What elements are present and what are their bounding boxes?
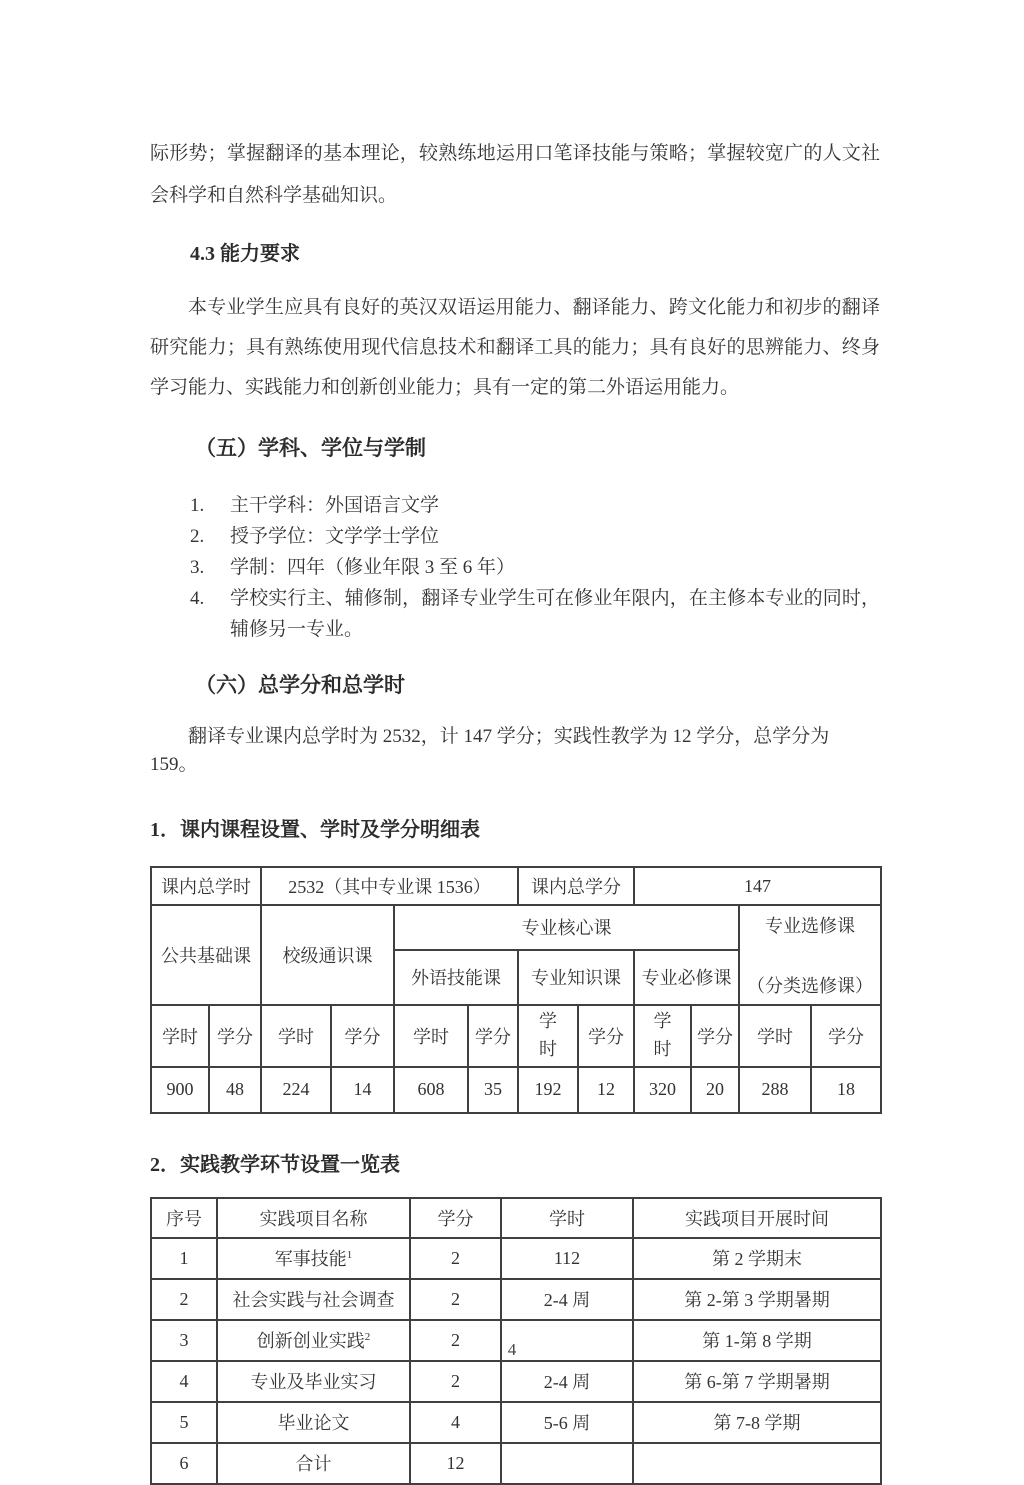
name-cell (217, 1361, 410, 1402)
credits-header-cell: 学分 (811, 1005, 881, 1067)
hours-header-cell: 学时 (739, 1005, 811, 1067)
core-sub-knowledge-cell: 专业知识课 (518, 950, 634, 1005)
credits-cell: 2 (410, 1279, 501, 1320)
hours-header-stacked: 学时 (653, 1011, 672, 1059)
table1-title: 1．课内课程设置、学时及学分明细表 (150, 819, 480, 841)
group-school-general-cell: 校级通识课 (261, 905, 394, 1005)
time-cell: 第 1-第 8 学期 (633, 1320, 881, 1361)
list-item (150, 490, 880, 521)
page-number: 4 (507, 1340, 517, 1359)
total-credits-label-cell: 课内总学分 (518, 867, 634, 905)
value-cell: 18 (811, 1067, 881, 1113)
value-cell: 12 (578, 1067, 634, 1113)
hours-cell: 112 (501, 1238, 633, 1279)
total-hours-value-cell: 2532（其中专业课 1536） (261, 867, 518, 905)
value-cell: 224 (261, 1067, 331, 1113)
table-row (151, 1238, 881, 1279)
list-item (150, 521, 880, 552)
hours-cell: 2-4 周 (501, 1279, 633, 1320)
time-cell: 第 2-第 3 学期暑期 (633, 1279, 881, 1320)
credits-cell: 2 (410, 1320, 501, 1361)
hours-header-cell (518, 1005, 578, 1067)
course-hours-credits-table (150, 866, 882, 1114)
heading-4-3: 4.3 能力要求 (190, 243, 300, 265)
time-cell: 第 6-第 7 学期暑期 (633, 1361, 881, 1402)
header-time-cell: 实践项目开展时间 (633, 1198, 881, 1238)
list-item-number: 1. (190, 495, 205, 516)
footnote-superscript: 1 (346, 1249, 353, 1262)
list-item-text: 学校实行主、辅修制，翻译专业学生可在修业年限内，在主修本专业的同时，辅修另一专业。 (230, 588, 880, 640)
credits-cell: 2 (410, 1238, 501, 1279)
name-cell (217, 1279, 410, 1320)
project-name: 毕业论文 (277, 1413, 350, 1434)
footnote-superscript: 2 (364, 1331, 371, 1344)
total-credits-value-cell: 147 (634, 867, 881, 905)
project-name: 军事技能 (274, 1249, 347, 1270)
hours-header-cell (634, 1005, 691, 1067)
core-sub-language-skills-cell: 外语技能课 (394, 950, 518, 1005)
table-row (151, 905, 881, 950)
credits-cell: 12 (410, 1443, 501, 1484)
value-cell: 288 (739, 1067, 811, 1113)
table-row (151, 1067, 881, 1113)
elective-line-2: （分类选修课） (747, 976, 873, 996)
intro-paragraph: 际形势；掌握翻译的基本理论，较熟练地运用口笔译技能与策略；掌握较宽广的人文社会科学和自然科学基础知识。 (150, 143, 880, 206)
value-cell: 320 (634, 1067, 691, 1113)
table-row (151, 1443, 881, 1484)
no-cell: 6 (151, 1443, 217, 1484)
project-name: 创新创业实践 (256, 1331, 365, 1352)
project-name: 专业及毕业实习 (250, 1372, 377, 1393)
heading-section-6: （六）总学分和总学时 (195, 673, 405, 697)
header-hours-cell: 学时 (501, 1198, 633, 1238)
hours-header-cell: 学时 (151, 1005, 209, 1067)
no-cell: 4 (151, 1361, 217, 1402)
value-cell: 20 (691, 1067, 739, 1113)
list-item-text: 授予学位：文学学士学位 (230, 526, 440, 547)
value-cell: 192 (518, 1067, 578, 1113)
time-cell: 第 2 学期末 (633, 1238, 881, 1279)
paragraph-section-6: 翻译专业课内总学时为 2532，计 147 学分；实践性教学为 12 学分，总学分为 159。 (150, 726, 830, 775)
elective-cell-lines (742, 912, 878, 998)
credits-header-cell: 学分 (691, 1005, 739, 1067)
list-item (150, 583, 880, 645)
value-cell: 48 (209, 1067, 261, 1113)
elective-line-1: 专业选修课 (765, 916, 855, 936)
value-cell: 900 (151, 1067, 209, 1113)
credits-header-cell: 学分 (209, 1005, 261, 1067)
header-name-cell: 实践项目名称 (217, 1198, 410, 1238)
group-elective-cell (739, 905, 881, 1005)
no-cell: 5 (151, 1402, 217, 1443)
no-cell: 2 (151, 1279, 217, 1320)
header-no-cell: 序号 (151, 1198, 217, 1238)
hours-cell (501, 1443, 633, 1484)
no-cell: 3 (151, 1320, 217, 1361)
credits-cell: 2 (410, 1361, 501, 1402)
value-cell: 608 (394, 1067, 468, 1113)
value-cell: 14 (331, 1067, 394, 1113)
core-sub-required-cell: 专业必修课 (634, 950, 739, 1005)
name-cell (217, 1443, 410, 1484)
name-cell (217, 1238, 410, 1279)
list-item-number: 3. (190, 557, 205, 578)
numbered-list (150, 490, 880, 645)
list-item-number: 4. (190, 588, 205, 609)
header-credits-cell: 学分 (410, 1198, 501, 1238)
time-cell (633, 1443, 881, 1484)
credits-header-cell: 学分 (578, 1005, 634, 1067)
value-cell: 35 (468, 1067, 518, 1113)
hours-header-cell: 学时 (261, 1005, 331, 1067)
list-item-text: 学制：四年（修业年限 3 至 6 年） (230, 557, 516, 578)
table-row (151, 1402, 881, 1443)
heading-section-5: （五）学科、学位与学制 (195, 436, 426, 460)
table2-title: 2．实践教学环节设置一览表 (150, 1153, 400, 1176)
table-row (151, 1005, 881, 1067)
paragraph-4-3: 本专业学生应具有良好的英汉双语运用能力、翻译能力、跨文化能力和初步的翻译研究能力；具有熟练使用现代信息技术和翻译工具的能力；具有良好的思辨能力、终身学习能力、实践能力和创新创业能力；具有一定的第二外语运用能力。 (150, 297, 880, 398)
name-cell (217, 1402, 410, 1443)
hours-cell: 5-6 周 (501, 1402, 633, 1443)
list-item-text: 主干学科：外国语言文学 (230, 495, 440, 516)
table-row (151, 867, 881, 905)
time-cell: 第 7-8 学期 (633, 1402, 881, 1443)
list-item-number: 2. (190, 526, 205, 547)
no-cell: 1 (151, 1238, 217, 1279)
group-public-basic-cell: 公共基础课 (151, 905, 261, 1005)
hours-cell: 2-4 周 (501, 1361, 633, 1402)
group-core-cell: 专业核心课 (394, 905, 739, 950)
table-header-row (151, 1198, 881, 1238)
table-row (151, 1279, 881, 1320)
hours-header-stacked: 学时 (539, 1011, 557, 1059)
credits-header-cell: 学分 (331, 1005, 394, 1067)
hours-header-cell: 学时 (394, 1005, 468, 1067)
project-name: 合计 (295, 1454, 332, 1475)
table-row (151, 1361, 881, 1402)
document-content (150, 0, 880, 1485)
credits-cell: 4 (410, 1402, 501, 1443)
project-name: 社会实践与社会调查 (232, 1290, 395, 1311)
credits-header-cell: 学分 (468, 1005, 518, 1067)
total-hours-label-cell: 课内总学时 (151, 867, 261, 905)
list-item (150, 552, 880, 583)
